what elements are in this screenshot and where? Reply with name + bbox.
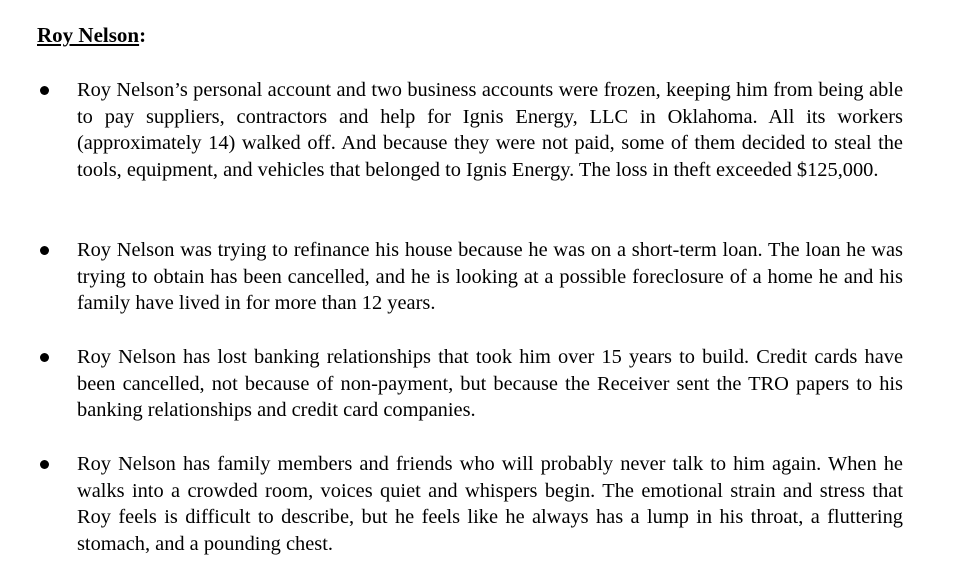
bullet-icon (40, 460, 49, 469)
bullet-icon (40, 86, 49, 95)
paragraph-text: Roy Nelson has family members and friends who will probably never talk to him again. When he walks into a crowded room, voices quiet and whispers begin. The emotional strain and stress that Roy feels is difficult to describe, but he feels like he always has a lump in his throat, a fluttering stomach, and a pounding chest. (77, 453, 903, 555)
paragraph-text: Roy Nelson’s personal account and two business accounts were frozen, keeping him from being able to pay suppliers, contractors and help for Ignis Energy, LLC in Oklahoma. All its workers (approximately 14) walked off. And because they were not paid, some of them decided to steal the tools, equipment, and vehicles that belonged to Ignis Energy. The loss in theft exceeded $125,000. (77, 79, 903, 181)
bullet-icon (40, 246, 49, 255)
section-heading (37, 22, 146, 48)
paragraph-text: Roy Nelson has lost banking relationships that took him over 15 years to build. Credit cards have been cancelled, not because of non-payment, but because the Receiver sent the TRO papers to his banking relationships and credit card companies. (77, 346, 903, 421)
heading-name: Roy Nelson (37, 23, 140, 47)
heading-suffix: : (139, 23, 147, 47)
bullet-icon (40, 353, 49, 362)
paragraph-text: Roy Nelson was trying to refinance his house because he was on a short-term loan. The loan he was trying to obtain has been cancelled, and he is looking at a possible foreclosure of a home he and his family have lived in for more than 12 years. (77, 239, 903, 314)
